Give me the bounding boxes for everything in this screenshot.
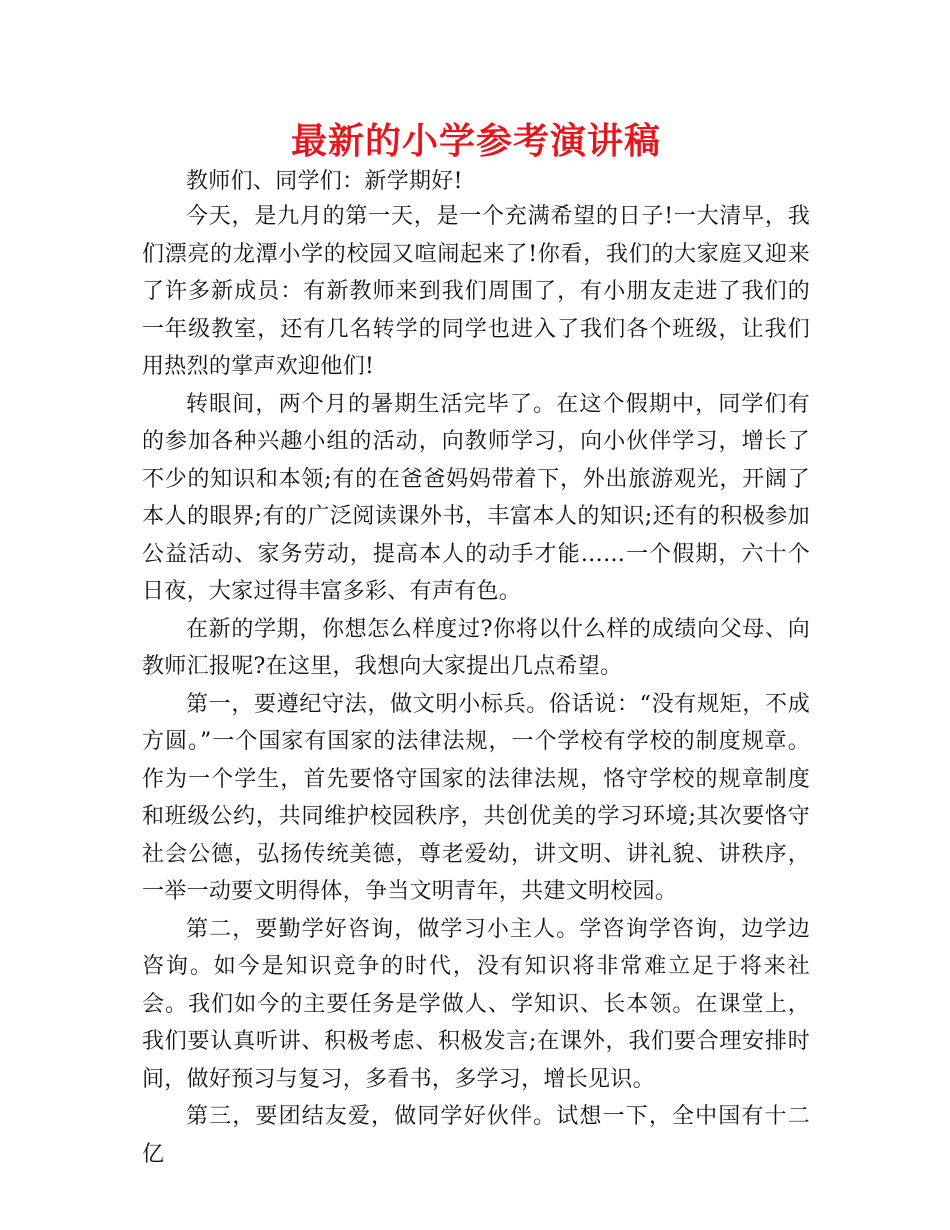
paragraph-first-hope: 第一，要遵纪守法，做文明小标兵。俗话说：“没有规矩，不成方圆。”一个国家有国家的法律法规，一个学校有学校的制度规章。作为一个学生，首先要恪守国家的法律法规，恪守学校的规章制度和班级公约，共同维护校园秩序，共创优美的学习环境;其次要恪守社会公德，弘扬传统美德，尊老爱幼，讲文明、讲礼貌、讲秩序，一举一动要文明得体，争当文明青年，共建文明校园。	[142, 691, 810, 904]
paragraph-third-hope: 第三，要团结友爱，做同学好伙伴。试想一下，全中国有十二亿	[142, 1104, 810, 1167]
paragraph-new-semester: 在新的学期，你想怎么样度过?你将以什么样的成绩向父母、向教师汇报呢?在这里，我想向大家提出几点希望。	[142, 616, 810, 679]
paragraph-summer-holiday: 转眼间，两个月的暑期生活完毕了。在这个假期中，同学们有的参加各种兴趣小组的活动，向教师学习，向小伙伴学习，增长了不少的知识和本领;有的在爸爸妈妈带着下，外出旅游观光，开阔了本人的眼界;有的广泛阅读课外书，丰富本人的知识;还有的积极参加公益活动、家务劳动，提高本人的动手才能……一个假期，六十个日夜，大家过得丰富多彩、有声有色。	[142, 391, 810, 604]
paragraph-opening: 今天，是九月的第一天，是一个充满希望的日子!一大清早，我们漂亮的龙潭小学的校园又喧闹起来了!你看，我们的大家庭又迎来了许多新成员：有新教师来到我们周围了，有小朋友走进了我们的一年级教室，还有几名转学的同学也进入了我们各个班级，让我们用热烈的掌声欢迎他们!	[142, 204, 810, 379]
document-page	[142, 118, 810, 1173]
document-title: 最新的小学参考演讲稿	[290, 121, 661, 162]
document-body	[142, 166, 810, 1173]
greeting-paragraph: 教师们、同学们：新学期好!	[186, 169, 463, 194]
paragraph-second-hope: 第二，要勤学好咨询，做学习小主人。学咨询学咨询，边学边咨询。如今是知识竞争的时代，没有知识将非常难立足于将来社会。我们如今的主要任务是学做人、学知识、长本领。在课堂上，我们要认真听讲、积极考虑、积极发言;在课外，我们要合理安排时间，做好预习与复习，多看书，多学习，增长见识。	[142, 916, 810, 1092]
